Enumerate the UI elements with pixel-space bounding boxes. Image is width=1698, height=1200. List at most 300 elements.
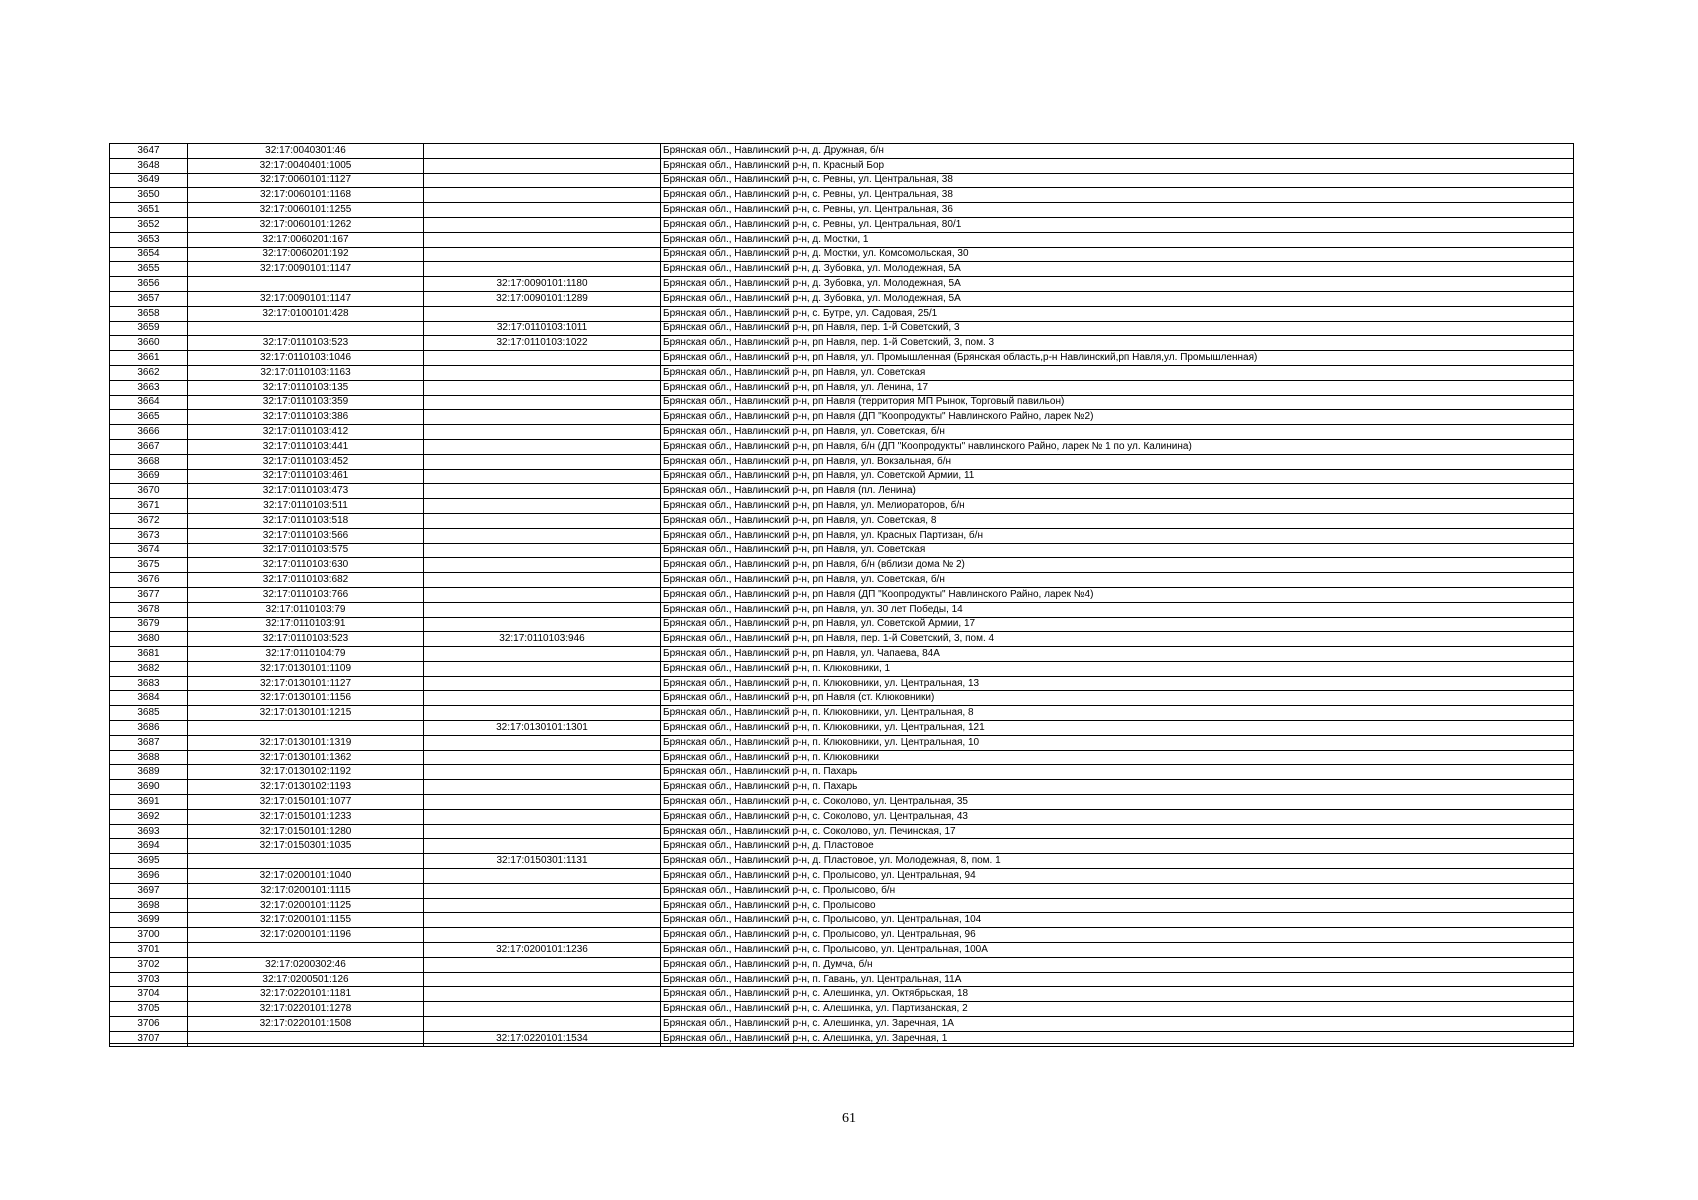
address-cell: Брянская обл., Навлинский р-н, рп Навля, б/н (ДП "Коопродукты" навлинского Райно, ларек № 1 по ул. Калинина) xyxy=(661,439,1574,454)
row-number-cell: 3657 xyxy=(110,291,188,306)
related-cadastral-number-cell xyxy=(424,587,661,602)
table-row xyxy=(110,1031,1574,1046)
related-cadastral-number-cell: 32:17:0200101:1236 xyxy=(424,943,661,958)
row-number-cell: 3668 xyxy=(110,454,188,469)
table-row xyxy=(110,336,1574,351)
table-row xyxy=(110,558,1574,573)
cadastral-number-cell: 32:17:0200101:1115 xyxy=(188,883,424,898)
address-cell: Брянская обл., Навлинский р-н, рп Навля, ул. Мелиораторов, б/н xyxy=(661,499,1574,514)
row-number-cell: 3695 xyxy=(110,854,188,869)
related-cadastral-number-cell xyxy=(424,1017,661,1032)
address-cell: Брянская обл., Навлинский р-н, рп Навля, ул. Советской Армии, 17 xyxy=(661,617,1574,632)
table-row xyxy=(110,647,1574,662)
cadastral-number-cell: 32:17:0060101:1127 xyxy=(188,173,424,188)
row-number-cell: 3679 xyxy=(110,617,188,632)
table-row xyxy=(110,957,1574,972)
cadastral-number-cell: 32:17:0130101:1319 xyxy=(188,735,424,750)
address-cell: Брянская обл., Навлинский р-н, рп Навля (ст. Клюковники) xyxy=(661,691,1574,706)
table-row xyxy=(110,262,1574,277)
table-row xyxy=(110,528,1574,543)
table-row xyxy=(110,543,1574,558)
row-number-cell: 3691 xyxy=(110,795,188,810)
address-cell: Брянская обл., Навлинский р-н, д. Зубовка, ул. Молодежная, 5А xyxy=(661,277,1574,292)
address-cell: Брянская обл., Навлинский р-н, д. Зубовка, ул. Молодежная, 5А xyxy=(661,262,1574,277)
cadastral-number-cell: 32:17:0100101:428 xyxy=(188,306,424,321)
address-cell: Брянская обл., Навлинский р-н, рп Навля (ДП "Коопродукты" Навлинского Райно, ларек №4) xyxy=(661,587,1574,602)
cadastral-number-cell: 32:17:0110103:1163 xyxy=(188,365,424,380)
row-number-cell: 3705 xyxy=(110,1002,188,1017)
address-cell: Брянская обл., Навлинский р-н, с. Соколово, ул. Центральная, 43 xyxy=(661,809,1574,824)
related-cadastral-number-cell xyxy=(424,158,661,173)
related-cadastral-number-cell xyxy=(424,543,661,558)
address-cell: Брянская обл., Навлинский р-н, п. Клюковники, ул. Центральная, 13 xyxy=(661,676,1574,691)
related-cadastral-number-cell xyxy=(424,395,661,410)
related-cadastral-number-cell xyxy=(424,203,661,218)
related-cadastral-number-cell xyxy=(424,558,661,573)
related-cadastral-number-cell xyxy=(424,247,661,262)
table-row xyxy=(110,824,1574,839)
row-number-cell: 3699 xyxy=(110,913,188,928)
cadastral-number-cell: 32:17:0130101:1127 xyxy=(188,676,424,691)
cadastral-number-cell: 32:17:0200302:46 xyxy=(188,957,424,972)
related-cadastral-number-cell xyxy=(424,1002,661,1017)
address-cell: Брянская обл., Навлинский р-н, рп Навля (ДП "Коопродукты" Навлинского Райно, ларек №2) xyxy=(661,410,1574,425)
related-cadastral-number-cell xyxy=(424,809,661,824)
table-row xyxy=(110,351,1574,366)
row-number-cell: 3660 xyxy=(110,336,188,351)
cadastral-number-cell xyxy=(188,1031,424,1046)
cadastral-number-cell: 32:17:0130101:1362 xyxy=(188,750,424,765)
cadastral-number-cell: 32:17:0130102:1193 xyxy=(188,780,424,795)
cadastral-number-cell: 32:17:0090101:1147 xyxy=(188,262,424,277)
related-cadastral-number-cell xyxy=(424,439,661,454)
cadastral-number-cell: 32:17:0110103:518 xyxy=(188,513,424,528)
related-cadastral-number-cell xyxy=(424,898,661,913)
address-cell: Брянская обл., Навлинский р-н, с. Пролысово, б/н xyxy=(661,883,1574,898)
cadastral-number-cell: 32:17:0110103:566 xyxy=(188,528,424,543)
address-cell: Брянская обл., Навлинский р-н, п. Клюковники, ул. Центральная, 10 xyxy=(661,735,1574,750)
address-cell: Брянская обл., Навлинский р-н, с. Ревны, ул. Центральная, 38 xyxy=(661,188,1574,203)
row-number-cell: 3671 xyxy=(110,499,188,514)
related-cadastral-number-cell xyxy=(424,883,661,898)
address-cell: Брянская обл., Навлинский р-н, рп Навля, ул. Ленина, 17 xyxy=(661,380,1574,395)
address-cell: Брянская обл., Навлинский р-н, д. Мостки, 1 xyxy=(661,232,1574,247)
cadastral-number-cell: 32:17:0110103:630 xyxy=(188,558,424,573)
row-number-cell: 3664 xyxy=(110,395,188,410)
address-cell: Брянская обл., Навлинский р-н, рп Навля, ул. Советская, 8 xyxy=(661,513,1574,528)
cadastral-number-cell: 32:17:0110103:575 xyxy=(188,543,424,558)
cadastral-number-cell: 32:17:0110104:79 xyxy=(188,647,424,662)
related-cadastral-number-cell xyxy=(424,602,661,617)
table-row xyxy=(110,1002,1574,1017)
cadastral-number-cell: 32:17:0150101:1233 xyxy=(188,809,424,824)
related-cadastral-number-cell: 32:17:0110103:946 xyxy=(424,632,661,647)
address-cell: Брянская обл., Навлинский р-н, рп Навля (пл. Ленина) xyxy=(661,484,1574,499)
address-cell: Брянская обл., Навлинский р-н, д. Дружная, б/н xyxy=(661,144,1574,159)
related-cadastral-number-cell: 32:17:0110103:1011 xyxy=(424,321,661,336)
table-row xyxy=(110,365,1574,380)
cadastral-number-cell: 32:17:0200101:1155 xyxy=(188,913,424,928)
related-cadastral-number-cell xyxy=(424,306,661,321)
row-number-cell: 3661 xyxy=(110,351,188,366)
cadastral-number-cell: 32:17:0060201:167 xyxy=(188,232,424,247)
cadastral-number-cell: 32:17:0040401:1005 xyxy=(188,158,424,173)
row-number-cell: 3649 xyxy=(110,173,188,188)
table-row xyxy=(110,587,1574,602)
cadastral-number-cell: 32:17:0130101:1156 xyxy=(188,691,424,706)
row-number-cell: 3672 xyxy=(110,513,188,528)
cadastral-number-cell: 32:17:0150301:1035 xyxy=(188,839,424,854)
table-row xyxy=(110,158,1574,173)
address-cell: Брянская обл., Навлинский р-н, с. Ревны, ул. Центральная, 38 xyxy=(661,173,1574,188)
address-cell: Брянская обл., Навлинский р-н, с. Бутре, ул. Садовая, 25/1 xyxy=(661,306,1574,321)
row-number-cell: 3659 xyxy=(110,321,188,336)
row-number-cell: 3687 xyxy=(110,735,188,750)
related-cadastral-number-cell xyxy=(424,380,661,395)
row-number-cell: 3704 xyxy=(110,987,188,1002)
cadastral-number-cell: 32:17:0060101:1262 xyxy=(188,217,424,232)
row-number-cell: 3648 xyxy=(110,158,188,173)
address-cell: Брянская обл., Навлинский р-н, рп Навля, ул. Советской Армии, 11 xyxy=(661,469,1574,484)
table-row xyxy=(110,780,1574,795)
row-number-cell: 3675 xyxy=(110,558,188,573)
related-cadastral-number-cell xyxy=(424,661,661,676)
row-number-cell: 3688 xyxy=(110,750,188,765)
cadastral-number-cell: 32:17:0060201:192 xyxy=(188,247,424,262)
address-cell: Брянская обл., Навлинский р-н, д. Пластовое, ул. Молодежная, 8, пом. 1 xyxy=(661,854,1574,869)
address-cell: Брянская обл., Навлинский р-н, п. Клюковники, ул. Центральная, 121 xyxy=(661,721,1574,736)
related-cadastral-number-cell xyxy=(424,691,661,706)
table-row xyxy=(110,898,1574,913)
page-number: 61 xyxy=(842,1111,856,1126)
table-row xyxy=(110,573,1574,588)
address-cell: Брянская обл., Навлинский р-н, рп Навля, ул. Советская xyxy=(661,365,1574,380)
row-number-cell: 3683 xyxy=(110,676,188,691)
row-number-cell: 3656 xyxy=(110,277,188,292)
related-cadastral-number-cell xyxy=(424,232,661,247)
related-cadastral-number-cell xyxy=(424,425,661,440)
cadastral-number-cell: 32:17:0110103:386 xyxy=(188,410,424,425)
cadastral-number-cell: 32:17:0220101:1181 xyxy=(188,987,424,1002)
cadastral-number-cell: 32:17:0200101:1196 xyxy=(188,928,424,943)
address-cell: Брянская обл., Навлинский р-н, с. Пролысово xyxy=(661,898,1574,913)
cadastral-number-cell xyxy=(188,321,424,336)
cadastral-number-cell: 32:17:0220101:1278 xyxy=(188,1002,424,1017)
row-number-cell: 3653 xyxy=(110,232,188,247)
related-cadastral-number-cell: 32:17:0110103:1022 xyxy=(424,336,661,351)
row-number-cell: 3678 xyxy=(110,602,188,617)
table-row xyxy=(110,854,1574,869)
cadastral-number-cell: 32:17:0060101:1168 xyxy=(188,188,424,203)
row-number-cell: 3698 xyxy=(110,898,188,913)
related-cadastral-number-cell xyxy=(424,528,661,543)
row-number-cell: 3658 xyxy=(110,306,188,321)
cadastral-number-cell: 32:17:0150101:1280 xyxy=(188,824,424,839)
row-number-cell: 3693 xyxy=(110,824,188,839)
table-row xyxy=(110,380,1574,395)
cadastral-number-cell: 32:17:0110103:135 xyxy=(188,380,424,395)
related-cadastral-number-cell xyxy=(424,735,661,750)
row-number-cell: 3702 xyxy=(110,957,188,972)
related-cadastral-number-cell: 32:17:0150301:1131 xyxy=(424,854,661,869)
row-number-cell: 3680 xyxy=(110,632,188,647)
related-cadastral-number-cell xyxy=(424,750,661,765)
related-cadastral-number-cell xyxy=(424,365,661,380)
address-cell: Брянская обл., Навлинский р-н, с. Ревны, ул. Центральная, 36 xyxy=(661,203,1574,218)
address-cell: Брянская обл., Навлинский р-н, д. Мостки, ул. Комсомольская, 30 xyxy=(661,247,1574,262)
related-cadastral-number-cell xyxy=(424,676,661,691)
row-number-cell: 3706 xyxy=(110,1017,188,1032)
table-row xyxy=(110,513,1574,528)
related-cadastral-number-cell xyxy=(424,173,661,188)
cadastral-number-cell: 32:17:0200101:1040 xyxy=(188,869,424,884)
address-cell: Брянская обл., Навлинский р-н, с. Алешинка, ул. Партизанская, 2 xyxy=(661,1002,1574,1017)
table-row xyxy=(110,469,1574,484)
address-cell: Брянская обл., Навлинский р-н, рп Навля (территория МП Рынок, Торговый павильон) xyxy=(661,395,1574,410)
address-cell: Брянская обл., Навлинский р-н, п. Клюковники, 1 xyxy=(661,661,1574,676)
row-number-cell: 3670 xyxy=(110,484,188,499)
table-body xyxy=(110,144,1574,1047)
row-number-cell: 3690 xyxy=(110,780,188,795)
table-row xyxy=(110,291,1574,306)
row-number-cell: 3673 xyxy=(110,528,188,543)
cadastral-number-cell: 32:17:0110103:359 xyxy=(188,395,424,410)
table-row xyxy=(110,661,1574,676)
property-table xyxy=(109,143,1574,1047)
row-number-cell: 3650 xyxy=(110,188,188,203)
related-cadastral-number-cell xyxy=(424,469,661,484)
related-cadastral-number-cell xyxy=(424,484,661,499)
row-number-cell: 3651 xyxy=(110,203,188,218)
related-cadastral-number-cell xyxy=(424,513,661,528)
cadastral-number-cell: 32:17:0110103:412 xyxy=(188,425,424,440)
row-number-cell: 3696 xyxy=(110,869,188,884)
table-row xyxy=(110,306,1574,321)
cadastral-number-cell: 32:17:0110103:523 xyxy=(188,336,424,351)
address-cell: Брянская обл., Навлинский р-н, рп Навля, ул. Советская, б/н xyxy=(661,573,1574,588)
table-row xyxy=(110,454,1574,469)
related-cadastral-number-cell xyxy=(424,972,661,987)
row-number-cell: 3697 xyxy=(110,883,188,898)
row-number-cell: 3666 xyxy=(110,425,188,440)
table-row xyxy=(110,750,1574,765)
table-row xyxy=(110,928,1574,943)
related-cadastral-number-cell xyxy=(424,647,661,662)
row-number-cell: 3676 xyxy=(110,573,188,588)
table-row xyxy=(110,188,1574,203)
row-number-cell: 3689 xyxy=(110,765,188,780)
table-row xyxy=(110,439,1574,454)
table-row xyxy=(110,232,1574,247)
cadastral-number-cell: 32:17:0110103:511 xyxy=(188,499,424,514)
cadastral-number-cell: 32:17:0110103:523 xyxy=(188,632,424,647)
row-number-cell: 3674 xyxy=(110,543,188,558)
related-cadastral-number-cell xyxy=(424,454,661,469)
table-row xyxy=(110,617,1574,632)
related-cadastral-number-cell xyxy=(424,824,661,839)
address-cell: Брянская обл., Навлинский р-н, с. Алешинка, ул. Заречная, 1А xyxy=(661,1017,1574,1032)
address-cell: Брянская обл., Навлинский р-н, с. Пролысово, ул. Центральная, 104 xyxy=(661,913,1574,928)
address-cell: Брянская обл., Навлинский р-н, с. Алешинка, ул. Заречная, 1 xyxy=(661,1031,1574,1046)
related-cadastral-number-cell xyxy=(424,217,661,232)
row-number-cell: 3654 xyxy=(110,247,188,262)
related-cadastral-number-cell xyxy=(424,839,661,854)
table-row xyxy=(110,795,1574,810)
table-row xyxy=(110,765,1574,780)
table-row xyxy=(110,321,1574,336)
address-cell: Брянская обл., Навлинский р-н, п. Клюковники, ул. Центральная, 8 xyxy=(661,706,1574,721)
row-number-cell: 3686 xyxy=(110,721,188,736)
related-cadastral-number-cell xyxy=(424,706,661,721)
cadastral-number-cell xyxy=(188,943,424,958)
cadastral-number-cell: 32:17:0110103:473 xyxy=(188,484,424,499)
table-row xyxy=(110,721,1574,736)
address-cell: Брянская обл., Навлинский р-н, с. Соколово, ул. Печинская, 17 xyxy=(661,824,1574,839)
address-cell: Брянская обл., Навлинский р-н, п. Красный Бор xyxy=(661,158,1574,173)
address-cell: Брянская обл., Навлинский р-н, п. Пахарь xyxy=(661,765,1574,780)
row-number-cell: 3665 xyxy=(110,410,188,425)
related-cadastral-number-cell: 32:17:0220101:1534 xyxy=(424,1031,661,1046)
cadastral-number-cell: 32:17:0200501:126 xyxy=(188,972,424,987)
row-number-cell: 3703 xyxy=(110,972,188,987)
address-cell: Брянская обл., Навлинский р-н, п. Гавань, ул. Центральная, 11А xyxy=(661,972,1574,987)
address-cell: Брянская обл., Навлинский р-н, рп Навля, пер. 1-й Советский, 3 xyxy=(661,321,1574,336)
cadastral-number-cell: 32:17:0200101:1125 xyxy=(188,898,424,913)
table-row xyxy=(110,1017,1574,1032)
row-number-cell: 3647 xyxy=(110,144,188,159)
related-cadastral-number-cell xyxy=(424,410,661,425)
row-number-cell: 3700 xyxy=(110,928,188,943)
row-number-cell: 3701 xyxy=(110,943,188,958)
row-number-cell: 3667 xyxy=(110,439,188,454)
row-number-cell: 3684 xyxy=(110,691,188,706)
table-row xyxy=(110,277,1574,292)
address-cell: Брянская обл., Навлинский р-н, рп Навля, б/н (вблизи дома № 2) xyxy=(661,558,1574,573)
table-row xyxy=(110,691,1574,706)
address-cell: Брянская обл., Навлинский р-н, рп Навля, ул. Советская xyxy=(661,543,1574,558)
related-cadastral-number-cell xyxy=(424,617,661,632)
cadastral-number-cell xyxy=(188,277,424,292)
related-cadastral-number-cell xyxy=(424,765,661,780)
address-cell: Брянская обл., Навлинский р-н, с. Соколово, ул. Центральная, 35 xyxy=(661,795,1574,810)
cadastral-number-cell: 32:17:0150101:1077 xyxy=(188,795,424,810)
cadastral-number-cell: 32:17:0110103:461 xyxy=(188,469,424,484)
cadastral-number-cell: 32:17:0110103:1046 xyxy=(188,351,424,366)
table-row xyxy=(110,499,1574,514)
table-row xyxy=(110,203,1574,218)
row-number-cell: 3707 xyxy=(110,1031,188,1046)
cadastral-number-cell: 32:17:0090101:1147 xyxy=(188,291,424,306)
table-row xyxy=(110,395,1574,410)
address-cell: Брянская обл., Навлинский р-н, п. Пахарь xyxy=(661,780,1574,795)
address-cell: Брянская обл., Навлинский р-н, п. Клюковники xyxy=(661,750,1574,765)
table-row xyxy=(110,809,1574,824)
table-row xyxy=(110,144,1574,159)
cadastral-number-cell: 32:17:0110103:91 xyxy=(188,617,424,632)
table-row xyxy=(110,425,1574,440)
address-cell: Брянская обл., Навлинский р-н, с. Алешинка, ул. Октябрьская, 18 xyxy=(661,987,1574,1002)
row-number-cell: 3681 xyxy=(110,647,188,662)
related-cadastral-number-cell xyxy=(424,913,661,928)
cadastral-number-cell: 32:17:0110103:441 xyxy=(188,439,424,454)
table-row xyxy=(110,173,1574,188)
table-row xyxy=(110,735,1574,750)
related-cadastral-number-cell xyxy=(424,780,661,795)
table-row xyxy=(110,484,1574,499)
row-number-cell: 3685 xyxy=(110,706,188,721)
address-cell: Брянская обл., Навлинский р-н, рп Навля, пер. 1-й Советский, 3, пом. 4 xyxy=(661,632,1574,647)
address-cell: Брянская обл., Навлинский р-н, с. Пролысово, ул. Центральная, 96 xyxy=(661,928,1574,943)
address-cell: Брянская обл., Навлинский р-н, рп Навля, ул. Чапаева, 84А xyxy=(661,647,1574,662)
table-row xyxy=(110,883,1574,898)
cadastral-number-cell: 32:17:0130101:1215 xyxy=(188,706,424,721)
related-cadastral-number-cell xyxy=(424,795,661,810)
address-cell: Брянская обл., Навлинский р-н, рп Навля, пер. 1-й Советский, 3, пом. 3 xyxy=(661,336,1574,351)
address-cell: Брянская обл., Навлинский р-н, с. Ревны, ул. Центральная, 80/1 xyxy=(661,217,1574,232)
related-cadastral-number-cell xyxy=(424,957,661,972)
row-number-cell: 3692 xyxy=(110,809,188,824)
address-cell: Брянская обл., Навлинский р-н, рп Навля, ул. Промышленная (Брянская область,р-н Навлинский,рп Навля,ул. Промышленная) xyxy=(661,351,1574,366)
table-row xyxy=(110,972,1574,987)
table-row xyxy=(110,839,1574,854)
row-number-cell: 3682 xyxy=(110,661,188,676)
address-cell: Брянская обл., Навлинский р-н, рп Навля, ул. Красных Партизан, б/н xyxy=(661,528,1574,543)
related-cadastral-number-cell xyxy=(424,928,661,943)
cadastral-number-cell: 32:17:0220101:1508 xyxy=(188,1017,424,1032)
row-number-cell: 3669 xyxy=(110,469,188,484)
table-row xyxy=(110,247,1574,262)
table-row xyxy=(110,632,1574,647)
table-row xyxy=(110,217,1574,232)
related-cadastral-number-cell xyxy=(424,351,661,366)
row-number-cell: 3655 xyxy=(110,262,188,277)
address-cell: Брянская обл., Навлинский р-н, рп Навля, ул. Вокзальная, б/н xyxy=(661,454,1574,469)
related-cadastral-number-cell xyxy=(424,499,661,514)
address-cell: Брянская обл., Навлинский р-н, с. Пролысово, ул. Центральная, 100А xyxy=(661,943,1574,958)
related-cadastral-number-cell xyxy=(424,262,661,277)
address-cell: Брянская обл., Навлинский р-н, с. Пролысово, ул. Центральная, 94 xyxy=(661,869,1574,884)
cadastral-number-cell: 32:17:0040301:46 xyxy=(188,144,424,159)
table-row xyxy=(110,602,1574,617)
table-row xyxy=(110,676,1574,691)
table-row xyxy=(110,706,1574,721)
related-cadastral-number-cell: 32:17:0130101:1301 xyxy=(424,721,661,736)
cadastral-number-cell xyxy=(188,721,424,736)
row-number-cell: 3662 xyxy=(110,365,188,380)
table-row xyxy=(110,869,1574,884)
address-cell: Брянская обл., Навлинский р-н, д. Пластовое xyxy=(661,839,1574,854)
related-cadastral-number-cell xyxy=(424,869,661,884)
cadastral-number-cell: 32:17:0130101:1109 xyxy=(188,661,424,676)
row-number-cell: 3677 xyxy=(110,587,188,602)
row-number-cell: 3652 xyxy=(110,217,188,232)
address-cell: Брянская обл., Навлинский р-н, рп Навля, ул. 30 лет Победы, 14 xyxy=(661,602,1574,617)
related-cadastral-number-cell xyxy=(424,144,661,159)
cadastral-number-cell xyxy=(188,854,424,869)
cadastral-number-cell: 32:17:0110103:452 xyxy=(188,454,424,469)
row-number-cell: 3694 xyxy=(110,839,188,854)
address-cell: Брянская обл., Навлинский р-н, рп Навля, ул. Советская, б/н xyxy=(661,425,1574,440)
related-cadastral-number-cell: 32:17:0090101:1289 xyxy=(424,291,661,306)
cadastral-number-cell: 32:17:0130102:1192 xyxy=(188,765,424,780)
address-cell: Брянская обл., Навлинский р-н, п. Думча, б/н xyxy=(661,957,1574,972)
table-row xyxy=(110,410,1574,425)
related-cadastral-number-cell xyxy=(424,188,661,203)
cadastral-number-cell: 32:17:0110103:79 xyxy=(188,602,424,617)
row-number-cell: 3663 xyxy=(110,380,188,395)
related-cadastral-number-cell xyxy=(424,987,661,1002)
table-row xyxy=(110,987,1574,1002)
